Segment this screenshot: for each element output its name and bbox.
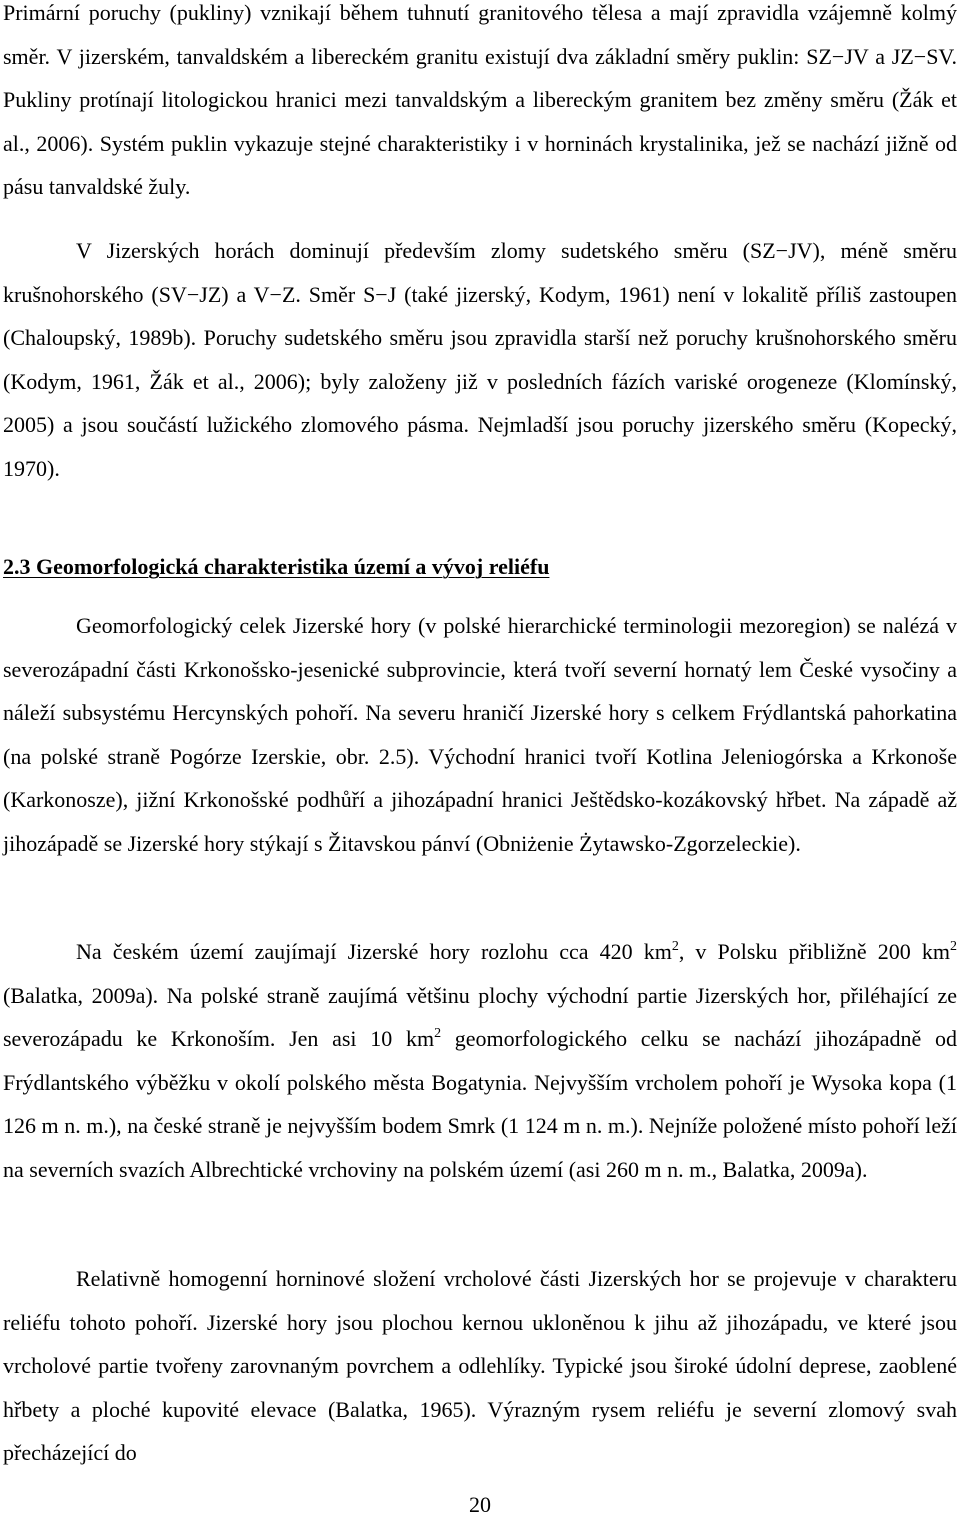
superscript-3: 2 [434, 1026, 442, 1042]
paragraph-relief: Relativně homogenní horninové složení vrcholové části Jizerských hor se projevuje v charakteru reliéfu tohoto pohoří. Jizerské hory jsou plochou kernou ukloněnou k jihu až jihozápadu, ve které jsou vrcholové partie tvořeny zarovnaným povrchem a odlehlíky. Typické jsou široké údolní deprese, zaoblené hřbety a ploché kupovité elevace (Balatka, 1965). Výrazným rysem reliéfu je severní zlomový svah přecházející do [3, 1266, 957, 1466]
page-number: 20 [469, 1492, 491, 1517]
area-text-c: (Balatka, 2009a). Na polské straně zaujímá většinu plochy východní partie Jizerských hor, přiléhající ze severozápadu ke Krkonoším. Jen asi 10 km [3, 982, 957, 1052]
superscript-1: 2 [671, 939, 679, 954]
paragraph-fault-directions: V Jizerských horách dominují především zlomy sudetského směru (SZ−JV), méně směru krušnohorského (SV−JZ) a V−Z. Směr S−J (také jizerský, Kodym, 1961) není v lokalitě příliš zastoupen (Chaloupský, 1989b). Poruchy sudetského směru jsou zpravidla starší než poruchy krušnohorského směru (Kodym, 1961, Žák et al., 2006); byly založeny již v posledních fázích variské orogeneze (Klomínský, 2005) a jsou součástí lužického zlomového pásma. Nejmladší jsou poruchy jizerského směru (Kopecký, 1970). [3, 238, 957, 481]
paragraph-geomorphology: Geomorfologický celek Jizerské hory (v polské hierarchické terminologii mezoregion) se nalézá v severozápadní části Krkonošsko-jesenické subprovincie, která tvoří severní hornatý lem České vysočiny a náleží subsystému Hercynských pohoří. Na severu hraničí Jizerské hory s celkem Frýdlantská pahorkatina (na polské straně Pogórze Izerskie, obr. 2.5). Východní hranici tvoří Kotlina Jeleniogórska a Krkonoše (Karkonosze), jižní Krkonošské podhůří a jihozápadní hranici Ještědsko-kozákovský hřbet. Na západě až jihozápadě se Jizerské hory stýkají s Žitavskou pánví (Obniżenie Żytawsko-Zgorzeleckie). [3, 613, 957, 856]
superscript-2: 2 [950, 939, 957, 954]
paragraph-primary-faults: Primární poruchy (pukliny) vznikají během tuhnutí granitového tělesa a mají zpravidla vzájemně kolmý směr. V jizerském, tanvaldském a libereckém granitu existují dva základní směry puklin: SZ−JV a JZ−SV. Pukliny protínají litologickou hranici mezi tanvaldským a libereckým granitem bez změny směru (Žák et al., 2006). Systém puklin vykazuje stejné charakteristiky i v horninách krystalinika, jež se nachází jižně od pásu tanvaldské žuly. [3, 0, 957, 200]
area-text-d: geomorfologického celku se nachází jihozápadně od Frýdlantského výběžku v okolí polského města Bogatynia. Nejvyšším vrcholem pohoří je Wysoka kopa (1 126 m n. m.), na české straně je nejvyšším bodem Smrk (1 124 m n. m.). Nejníže položené místo pohoří leží na severních svazích Albrechtické vrchoviny na polském území (asi 260 m n. m., Balatka, 2009a). [3, 1026, 957, 1182]
area-text-a: Na českém území zaujímají Jizerské hory rozlohu cca 420 km [76, 939, 672, 964]
paragraph-area-and-peaks [3, 930, 957, 1192]
section-heading: 2.3 Geomorfologická charakteristika území a vývoj reliéfu [3, 554, 550, 579]
area-text-b: , v Polsku přibližně 200 km [678, 939, 950, 964]
